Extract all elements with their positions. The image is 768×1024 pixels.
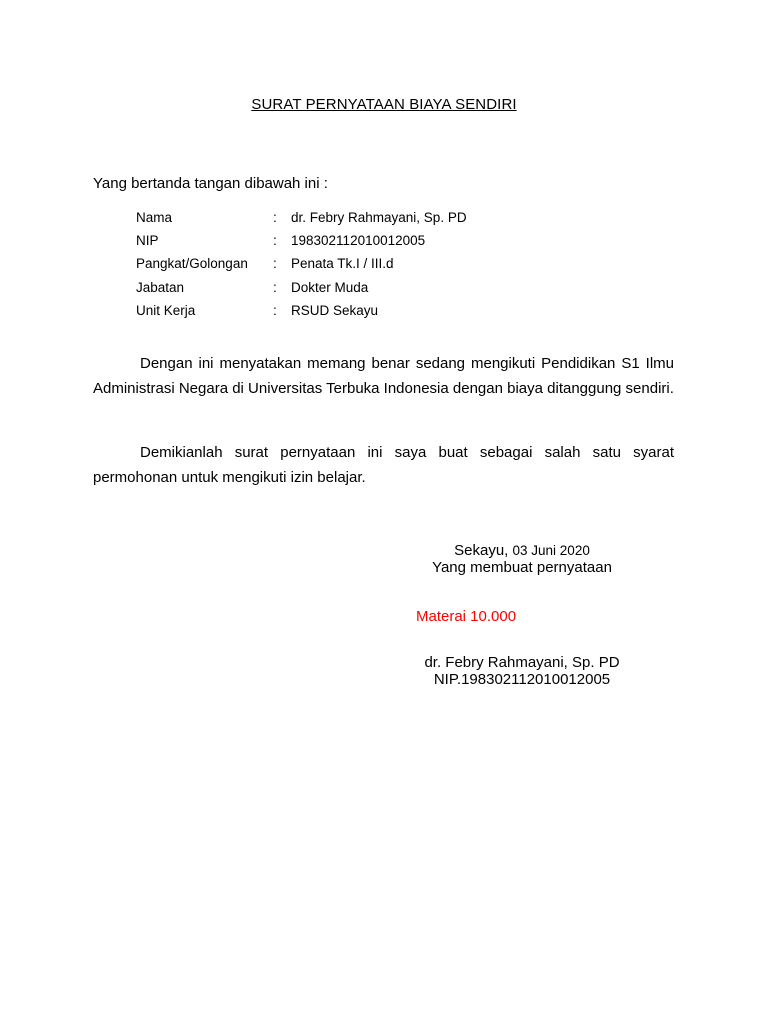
field-colon: : xyxy=(273,233,277,249)
field-row-unit-kerja xyxy=(136,299,467,322)
statement-paragraph: Dengan ini menyatakan memang benar sedang mengikuti Pendidikan S1 Ilmu Administrasi Negara di Universitas Terbuka Indonesia dengan biaya ditanggung sendiri. xyxy=(93,355,674,397)
field-label: Pangkat/Golongan xyxy=(136,256,248,272)
field-value: Penata Tk.I / III.d xyxy=(291,256,394,272)
signature-place: Sekayu, xyxy=(454,542,509,559)
field-label: Nama xyxy=(136,210,173,226)
field-colon: : xyxy=(273,256,277,272)
signer-nip: NIP.198302112010012005 xyxy=(433,671,611,688)
field-label: Unit Kerja xyxy=(136,302,196,318)
materai-label: Materai 10.000 xyxy=(416,608,517,625)
field-value: Dokter Muda xyxy=(291,279,369,295)
intro-text: Yang bertanda tangan dibawah ini : xyxy=(93,175,328,192)
field-value: RSUD Sekayu xyxy=(291,302,379,318)
signature-date: 03 Juni 2020 xyxy=(512,543,590,558)
identity-fields xyxy=(136,206,467,322)
field-value: 198302112010012005 xyxy=(291,233,426,249)
closing-paragraph: Demikianlah surat pernyataan ini saya buat sebagai salah satu syarat permohonan untuk mengikuti izin belajar. xyxy=(93,444,674,486)
field-row-nama xyxy=(136,206,467,229)
field-value: dr. Febry Rahmayani, Sp. PD xyxy=(291,210,467,226)
signer-name: dr. Febry Rahmayani, Sp. PD xyxy=(424,654,620,671)
document-title: SURAT PERNYATAAN BIAYA SENDIRI xyxy=(251,96,517,113)
field-row-jabatan xyxy=(136,276,467,299)
signature-maker: Yang membuat pernyataan xyxy=(432,559,612,576)
field-label: Jabatan xyxy=(136,279,185,295)
field-colon: : xyxy=(273,210,277,226)
field-row-pangkat xyxy=(136,252,467,275)
field-row-nip xyxy=(136,229,467,252)
place-date xyxy=(400,542,644,560)
field-colon: : xyxy=(273,279,277,295)
field-label: NIP xyxy=(136,233,159,249)
field-colon: : xyxy=(273,302,277,318)
